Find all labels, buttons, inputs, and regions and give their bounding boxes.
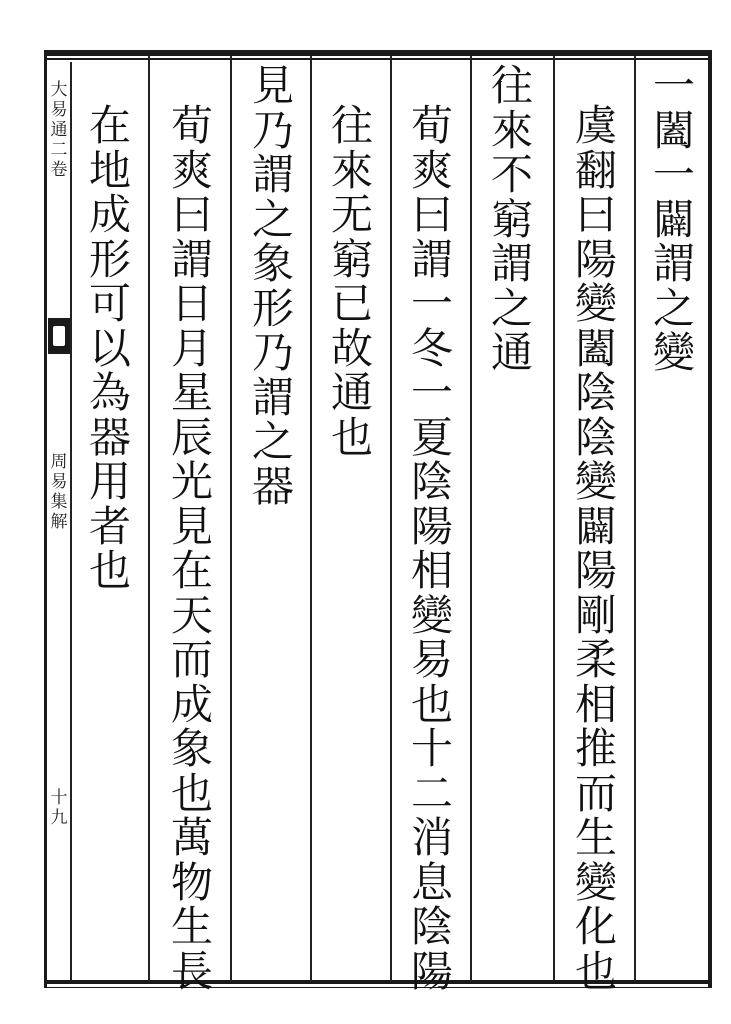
frame-left-border — [44, 50, 47, 988]
character: 也 — [88, 546, 131, 595]
character: 闔 — [652, 105, 695, 155]
character: 也 — [574, 946, 617, 996]
character: 日 — [170, 279, 213, 328]
character: 生 — [170, 902, 213, 951]
character: 變 — [410, 590, 453, 640]
character: 變 — [574, 457, 617, 506]
character: 一 — [410, 368, 453, 417]
character: 之 — [251, 417, 294, 466]
character: 成 — [88, 190, 131, 239]
character: 來 — [490, 105, 533, 155]
column-rule — [390, 56, 392, 982]
character: 見 — [251, 61, 294, 110]
character: 荀 — [410, 101, 453, 150]
character: 謂 — [410, 234, 453, 284]
character: 光 — [170, 457, 213, 506]
character: 柔 — [574, 635, 617, 684]
character: 陽 — [574, 234, 617, 284]
character: 窮 — [330, 234, 373, 284]
column-rule — [470, 56, 472, 982]
text-column-8 — [80, 101, 140, 595]
character: 一 — [410, 279, 453, 328]
character: 以 — [88, 323, 131, 373]
character: 之 — [251, 194, 294, 244]
book-title — [48, 452, 70, 532]
column-rule — [230, 56, 232, 982]
frame-right-border — [708, 50, 712, 988]
character: 也 — [410, 679, 453, 729]
character: 爽 — [410, 145, 453, 195]
character: 消 — [410, 813, 453, 862]
character: 在 — [88, 101, 131, 150]
frame-top-border — [44, 50, 712, 56]
character: 陽 — [410, 946, 453, 996]
character: 冬 — [410, 323, 453, 373]
text-column-1 — [644, 61, 704, 377]
character: 形 — [251, 283, 294, 333]
character: 剛 — [574, 590, 617, 640]
character: 一 — [652, 150, 695, 199]
character: 相 — [410, 546, 453, 595]
margin-top-text — [48, 80, 70, 180]
character: 形 — [88, 234, 131, 284]
text-column-7 — [162, 101, 222, 996]
character: 變 — [574, 857, 617, 907]
character: 而 — [170, 635, 213, 684]
text-column-2 — [566, 101, 626, 996]
character: 辰 — [170, 412, 213, 462]
character: 也 — [170, 768, 213, 818]
column-rule — [148, 56, 150, 982]
column-rule — [634, 56, 636, 982]
character: 相 — [574, 679, 617, 729]
character: 虞 — [574, 101, 617, 150]
page-number — [48, 788, 70, 828]
margin-character: 十 — [50, 788, 68, 808]
character: 象 — [251, 239, 294, 288]
character: 一 — [652, 61, 695, 110]
character: 之 — [652, 283, 695, 333]
character: 翻 — [574, 145, 617, 195]
margin-character: 大 — [50, 80, 68, 100]
character: 陽 — [410, 501, 453, 551]
character: 象 — [170, 724, 213, 773]
character: 謂 — [652, 239, 695, 288]
character: 通 — [330, 368, 373, 417]
character: 陰 — [574, 412, 617, 462]
character: 成 — [170, 679, 213, 729]
character: 星 — [170, 368, 213, 417]
margin-character: 易 — [50, 472, 68, 492]
character: 易 — [410, 635, 453, 684]
character: 者 — [88, 501, 131, 551]
margin-character: 集 — [50, 492, 68, 512]
character: 无 — [330, 190, 373, 239]
character: 見 — [170, 501, 213, 551]
character: 已 — [330, 279, 373, 328]
margin-character: 易 — [50, 100, 68, 120]
character: 窮 — [490, 194, 533, 244]
character: 爽 — [170, 145, 213, 195]
character: 變 — [574, 279, 617, 328]
character: 闔 — [574, 323, 617, 373]
text-column-3 — [482, 61, 542, 377]
text-column-5 — [322, 101, 382, 462]
character: 推 — [574, 724, 617, 773]
character: 陰 — [410, 457, 453, 506]
character: 闢 — [652, 194, 695, 244]
character: 陰 — [410, 902, 453, 951]
character: 生 — [574, 813, 617, 862]
character: 天 — [170, 590, 213, 640]
character: 在 — [170, 546, 213, 595]
character: 荀 — [170, 101, 213, 150]
character: 萬 — [170, 813, 213, 862]
character: 夏 — [410, 412, 453, 462]
character: 往 — [490, 61, 533, 110]
character: 地 — [88, 145, 131, 195]
character: 之 — [490, 283, 533, 333]
character: 乃 — [251, 328, 294, 377]
column-rule — [553, 56, 555, 982]
character: 謂 — [251, 150, 294, 199]
character: 物 — [170, 857, 213, 907]
margin-character: 卷 — [50, 160, 68, 180]
character: 陽 — [574, 546, 617, 595]
character: 通 — [490, 328, 533, 377]
character: 曰 — [410, 190, 453, 239]
character: 而 — [574, 768, 617, 818]
character: 用 — [88, 457, 131, 506]
margin-character: 二 — [50, 140, 68, 160]
margin-character: 九 — [50, 808, 68, 828]
margin-character: 周 — [50, 452, 68, 472]
character: 曰 — [170, 190, 213, 239]
character: 息 — [410, 857, 453, 907]
character: 往 — [330, 101, 373, 150]
character: 二 — [410, 768, 453, 818]
character: 來 — [330, 145, 373, 195]
character: 變 — [652, 328, 695, 377]
page-margin-strip — [48, 62, 72, 980]
character: 十 — [410, 724, 453, 773]
character: 器 — [251, 461, 294, 511]
character: 器 — [88, 412, 131, 462]
character: 謂 — [251, 372, 294, 422]
margin-character: 通 — [50, 120, 68, 140]
frame-top-inner-border — [44, 58, 712, 60]
character: 曰 — [574, 190, 617, 239]
margin-character: 解 — [50, 512, 68, 532]
column-rule — [310, 56, 312, 982]
character: 乃 — [251, 105, 294, 155]
character: 闢 — [574, 501, 617, 551]
character: 謂 — [170, 234, 213, 284]
text-column-6 — [243, 61, 303, 511]
text-column-4 — [402, 101, 462, 996]
character: 不 — [490, 150, 533, 199]
character: 可 — [88, 279, 131, 328]
character: 長 — [170, 946, 213, 996]
character: 也 — [330, 412, 373, 462]
character: 為 — [88, 368, 131, 417]
character: 故 — [330, 323, 373, 373]
fish-tail-mark-inner — [53, 326, 65, 346]
character: 月 — [170, 323, 213, 373]
character: 謂 — [490, 239, 533, 288]
character: 陰 — [574, 368, 617, 417]
character: 化 — [574, 902, 617, 951]
